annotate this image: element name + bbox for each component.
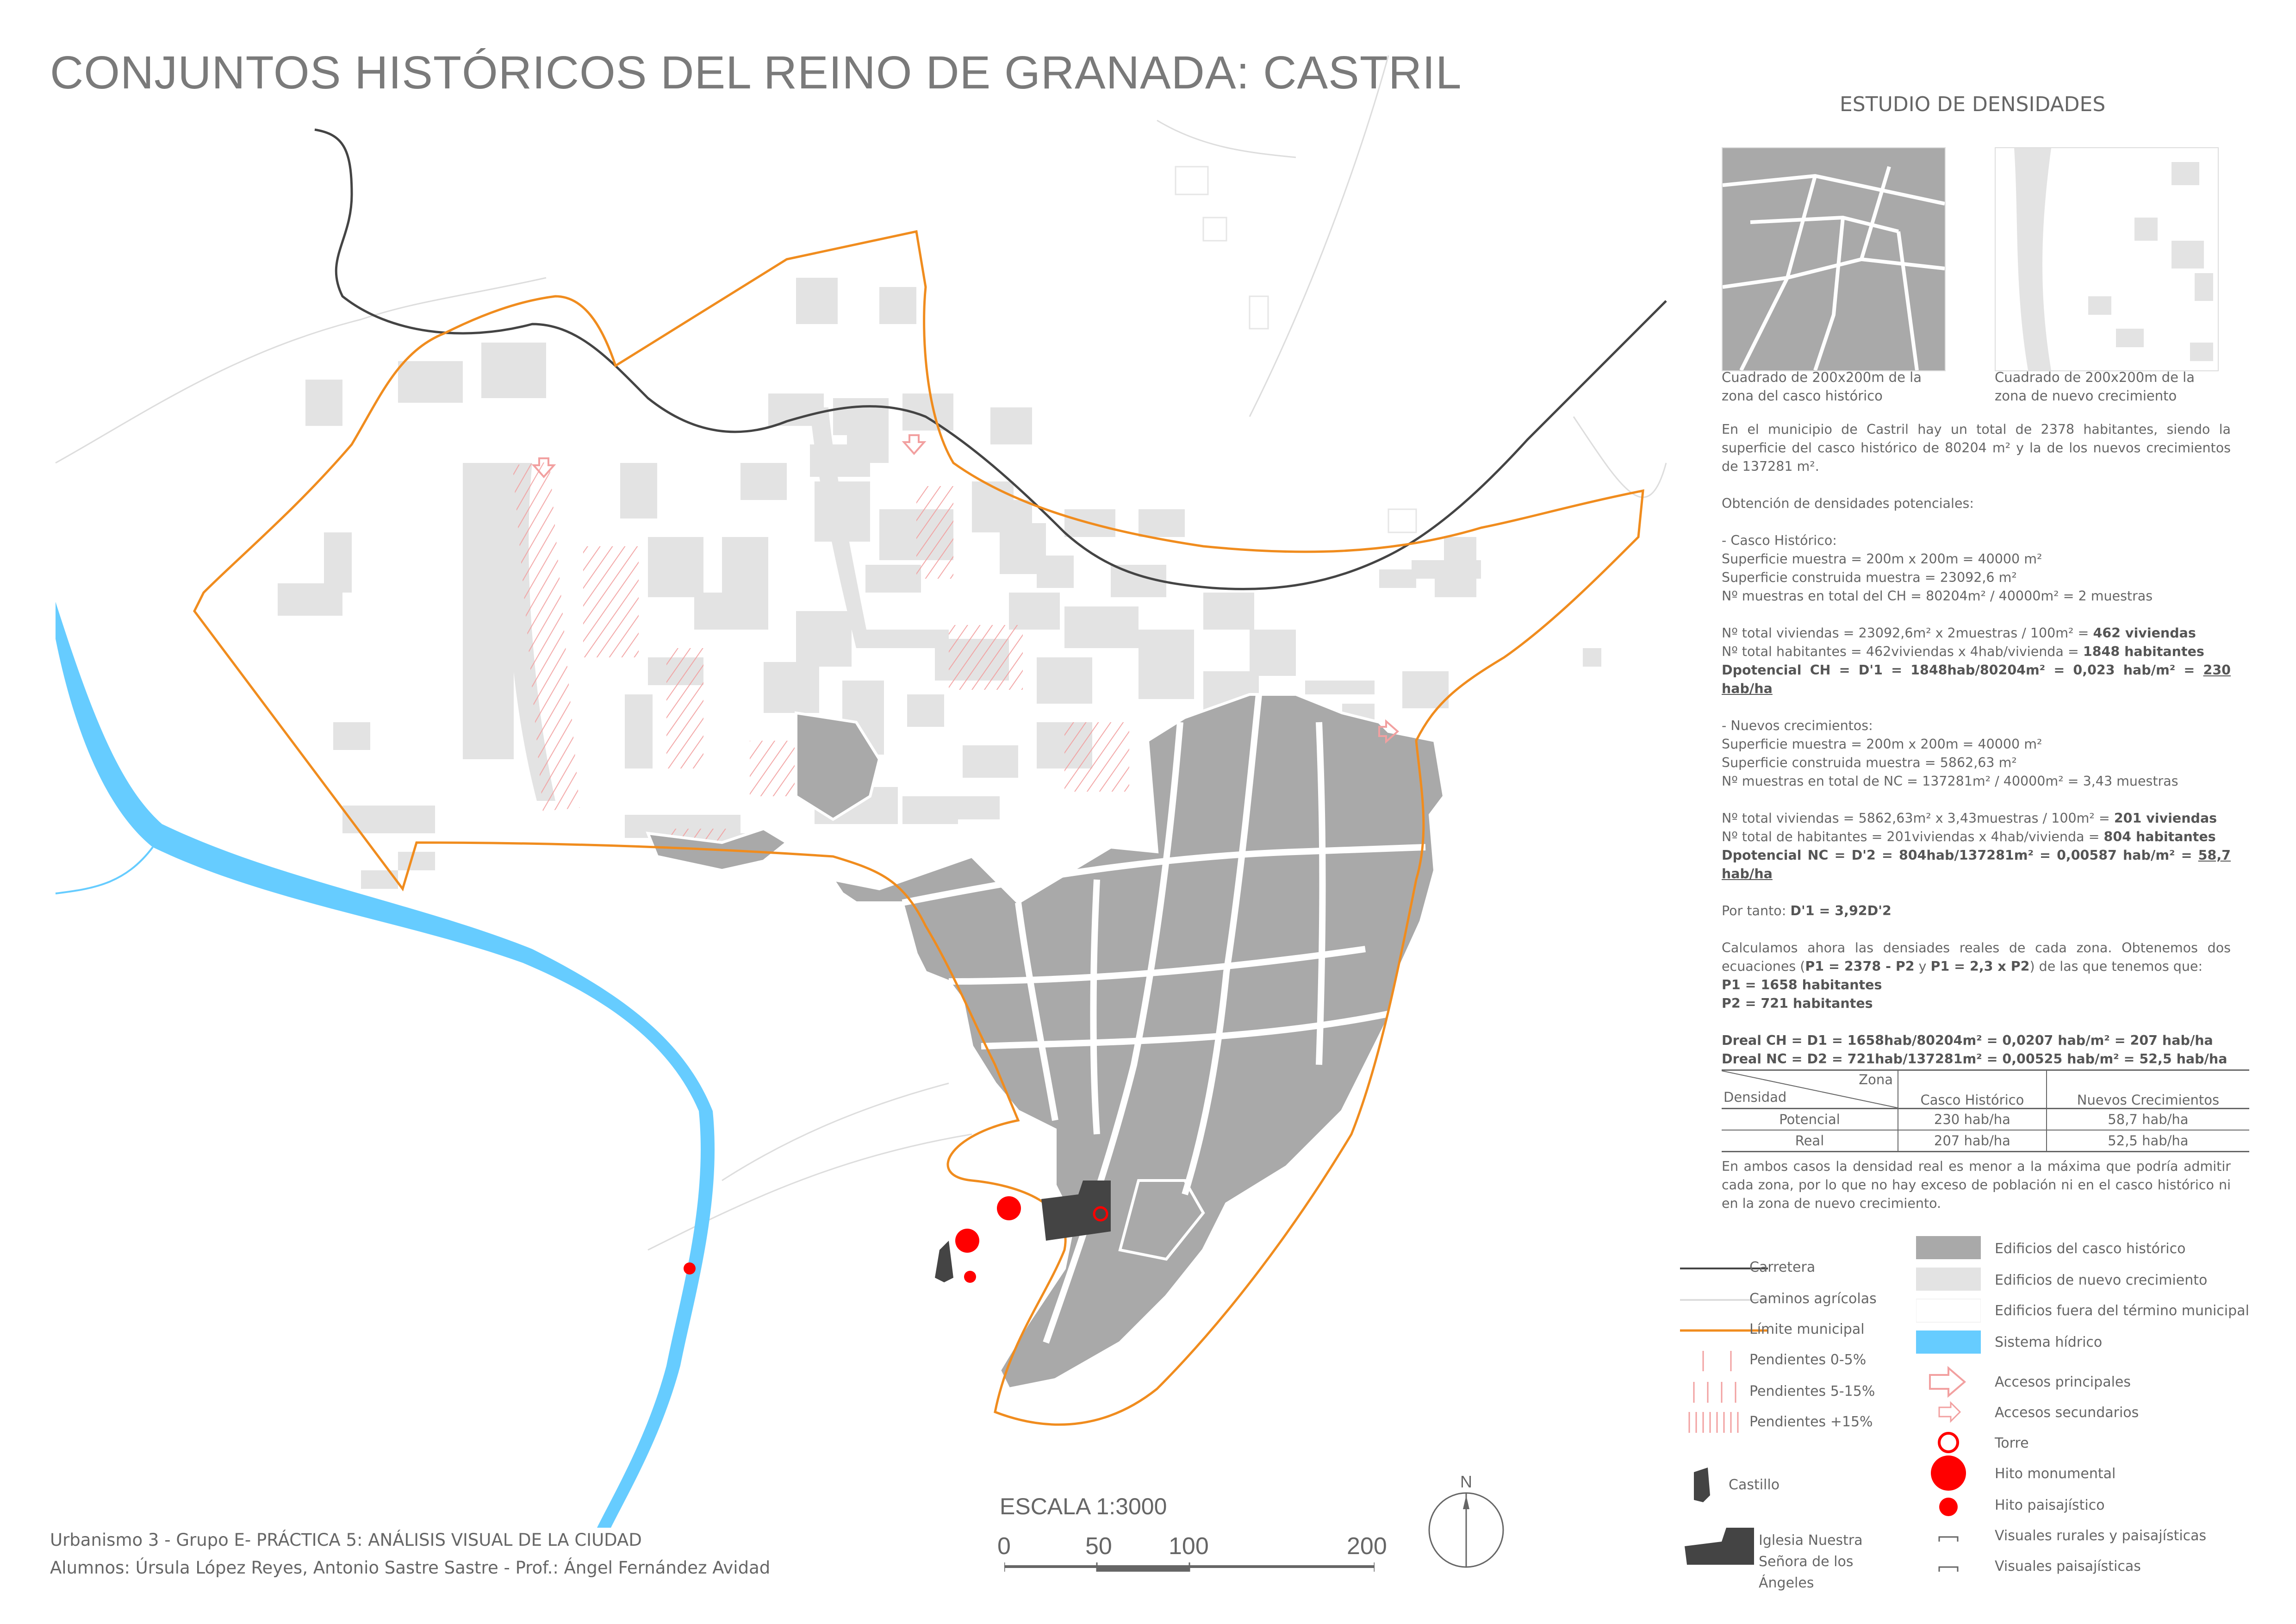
legend-acc-prin: Accesos principales [1995, 1374, 2131, 1390]
legend-castillo: Castillo [1729, 1477, 1780, 1493]
table-cell: 230 hab/ha [1898, 1109, 2047, 1131]
ch-heading: - Casco Histórico: [1722, 533, 1837, 548]
therefore: Por tanto: D'1 = 3,92D'2 [1722, 903, 1892, 918]
footer-line1: Urbanismo 3 - Grupo E- PRÁCTICA 5: ANÁLISIS VISUAL DE LA CIUDAD [50, 1530, 642, 1550]
nc-line: Superficie muestra = 200m x 200m = 40000 m² [1722, 737, 2042, 752]
ch-dpotencial: Dpotencial CH = D'1 = 1848hab/80204m² = 0,023 hab/m² = 230 hab/ha [1722, 662, 2231, 696]
conclusion: En ambos casos la densidad real es menor a la máxima que podría admitir cada zona, por lo que no hay exceso de población ni en el casco histórico ni en la zona de nuevo crecimiento. [1722, 1159, 2231, 1211]
legend-vis-rural: Visuales rurales y paisajísticas [1995, 1528, 2207, 1544]
ch-line: Superficie construida muestra = 23092,6 m² [1722, 570, 2017, 585]
table-col-nc: Nuevos Crecimientos [2077, 1092, 2220, 1108]
table-row-label: Potencial [1722, 1109, 1898, 1131]
caption-historic: Cuadrado de 200x200m de la zona del casco histórico [1722, 369, 1922, 404]
ch-habitantes: Nº total habitantes = 462viviendas x 4hab/vivienda = 1848 habitantes [1722, 644, 2204, 659]
legend-hito-pais: Hito paisajístico [1995, 1497, 2105, 1513]
legend-acc-sec: Accesos secundarios [1995, 1405, 2139, 1421]
legend-hidrico: Sistema hídrico [1995, 1334, 2103, 1350]
table-col-ch: Casco Histórico [1898, 1070, 2047, 1109]
potential-heading: Obtención de densidades potenciales: [1722, 496, 1974, 511]
nc-line: Superficie construida muestra = 5862,63 m² [1722, 755, 2017, 770]
legend-edif-nc: Edificios de nuevo crecimiento [1995, 1272, 2208, 1288]
nc-line: Nº muestras en total de NC = 137281m² / 40000m² = 3,43 muestras [1722, 774, 2178, 789]
legend-caminos: Caminos agrícolas [1749, 1291, 1877, 1307]
table-cell: 207 hab/ha [1898, 1130, 2047, 1152]
legend-symbols-right [1916, 1236, 1981, 1579]
outside-buildings [1176, 167, 1416, 532]
scale-tick-0: 0 [997, 1533, 1011, 1560]
legend-edif-ch: Edificios del casco histórico [1995, 1241, 2186, 1257]
legend-edif-fuera: Edificios fuera del término municipal [1995, 1303, 2249, 1319]
scale-title: ESCALA 1:3000 [1000, 1493, 1167, 1519]
dreal-ch: Dreal CH = D1 = 1658hab/80204m² = 0,0207 hab/m² = 207 hab/ha [1722, 1033, 2213, 1048]
legend-vis-pais: Visuales paisajísticas [1995, 1558, 2141, 1574]
legend-carretera: Carretera [1749, 1259, 1816, 1275]
density-table [1722, 1069, 2249, 1152]
intro: En el municipio de Castril hay un total de 2378 habitantes, siendo la superficie del casco histórico de 80204 m² y la de los nuevos crecimientos de 137281 m². [1722, 422, 2231, 474]
nc-heading: - Nuevos crecimientos: [1722, 718, 1873, 733]
table-cell: 52,5 hab/ha [2108, 1133, 2189, 1149]
ch-viviendas: Nº total viviendas = 23092,6m² x 2muestras / 100m² = 462 viviendas [1722, 625, 2196, 641]
page-title: CONJUNTOS HISTÓRICOS DEL REINO DE GRANADA: CASTRIL [50, 47, 1462, 99]
landscape-landmark [964, 1271, 976, 1283]
ch-line: Nº muestras en total del CH = 80204m² / 40000m² = 2 muestras [1722, 588, 2153, 604]
density-heading: ESTUDIO DE DENSIDADES [1840, 93, 2106, 116]
castle [935, 1241, 953, 1282]
dreal-nc: Dreal NC = D2 = 721hab/137281m² = 0,00525 hab/m² = 52,5 hab/ha [1722, 1051, 2228, 1067]
table-zona-label: Zona [1859, 1072, 1893, 1087]
scale-tick-200: 200 [1347, 1533, 1387, 1560]
legend-limite: Límite municipal [1749, 1321, 1865, 1337]
north-label: N [1460, 1472, 1472, 1491]
nc-dpotencial: Dpotencial NC = D'2 = 804hab/137281m² = 0,00587 hab/m² = 58,7 hab/ha [1722, 848, 2231, 881]
thumb-historic [1722, 147, 1946, 371]
access-arrow [904, 435, 924, 454]
thumb-new-growth [1995, 147, 2219, 371]
p2: P2 = 721 habitantes [1722, 996, 1873, 1011]
table-row-label: Real [1722, 1130, 1898, 1152]
p1: P1 = 1658 habitantes [1722, 977, 1882, 993]
scale-tick-50: 50 [1085, 1533, 1112, 1560]
scale-tick-100: 100 [1169, 1533, 1209, 1560]
real-intro: Calculamos ahora las densiades reales de cada zona. Obtenemos dos ecuaciones (P1 = 2378 - P2 y P1 = 2,3 x P2) de las que tenemos que: [1722, 940, 2231, 974]
nc-habitantes: Nº total de habitantes = 201viviendas x 4hab/vivienda = 804 habitantes [1722, 829, 2216, 844]
legend-pend2: Pendientes 5-15% [1749, 1383, 1875, 1399]
north-arrow-icon [1427, 1491, 1506, 1569]
ch-line: Superficie muestra = 200m x 200m = 40000 m² [1722, 551, 2042, 567]
legend-pend3: Pendientes +15% [1749, 1414, 1873, 1430]
density-text [1722, 420, 2231, 1068]
terrain-lines [56, 56, 1666, 1250]
legend-torre: Torre [1995, 1435, 2029, 1451]
nc-viviendas: Nº total viviendas = 5862,63m² x 3,43muestras / 100m² = 201 viviendas [1722, 811, 2217, 826]
scale-bar [1004, 1562, 1375, 1576]
legend-iglesia: Iglesia Nuestra Señora de los Ángeles [1759, 1532, 1863, 1591]
caption-new-growth: Cuadrado de 200x200m de la zona de nuevo crecimiento [1995, 369, 2195, 404]
table-cell: 58,7 hab/ha [2108, 1112, 2189, 1127]
legend-hito-mon: Hito monumental [1995, 1466, 2116, 1482]
stream [56, 847, 153, 893]
landscape-landmark [684, 1262, 696, 1274]
legend-pend1: Pendientes 0-5% [1749, 1352, 1867, 1368]
footer-line2: Alumnos: Úrsula López Reyes, Antonio Sastre Sastre - Prof.: Ángel Fernández Avidad [50, 1558, 771, 1578]
river [56, 602, 715, 1528]
monumental-landmark [997, 1196, 1021, 1220]
table-densidad-label: Densidad [1724, 1089, 1787, 1105]
monumental-landmark [955, 1229, 979, 1253]
